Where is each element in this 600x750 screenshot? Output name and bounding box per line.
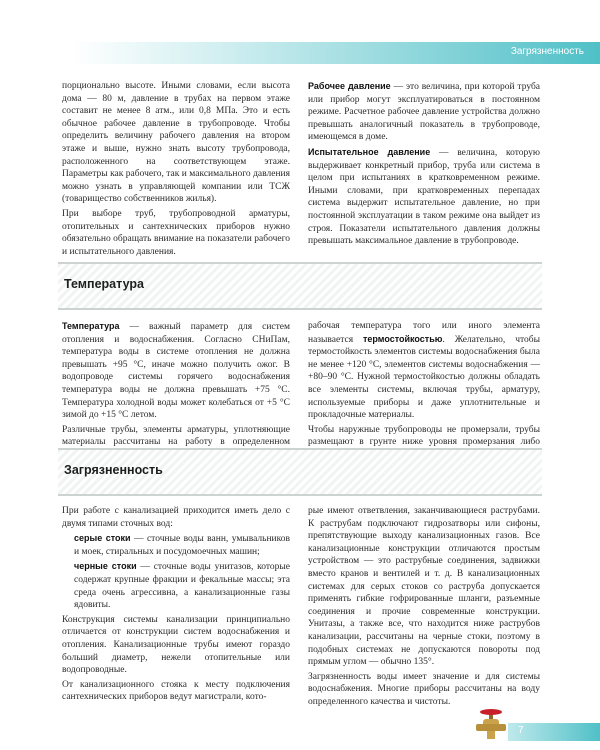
contamination-left-column [62, 505, 290, 706]
list-item [74, 560, 290, 611]
list-item [74, 532, 290, 558]
paragraph-text: Чтобы наружные трубопроводы не промерзали, трубы размещают в грунте ниже уровня промерзания либо [308, 424, 540, 448]
paragraph [308, 320, 540, 422]
temperature-left-column [62, 320, 290, 464]
paragraph [62, 505, 290, 530]
paragraph-text: При работе с канализацией приходится иметь дело с двумя типами сточных вод: [62, 506, 290, 529]
paragraph [62, 679, 290, 704]
section-header-temperature [58, 262, 542, 310]
contamination-right-column [308, 505, 540, 711]
paragraph-text: — важный параметр для систем отопления и водоснабжения. Согласно СНиПам, температура воды в системе отопления не должна превышать +95 °С, иначе можно получить ожог. В водопроводе системы горячего водоснабжения температура воды не должна превышать +75 °С. Температура холодной воды может колебаться от +5 °С зимой до +15 °С летом. [62, 322, 290, 421]
paragraph-text: Различные трубы, элементы арматуры, уплотняющие материалы рассчитаны на работу в определенном [62, 424, 290, 448]
paragraph: рые имеют ответвления, заканчивающиеся раструбами. К раструбам подключают гидрозатворы или сифоны, препятствующие выходу канализационных газов. Все канализационные конструкции отличаются простым устройством — это раструбные соединения, задвижки вместо кранов и вентилей и т. д. В канализационных системах для серых стоков со раструба допускается применять гибкие гофрированные шланги, разъемные соединения и прочие современные конструкции. Унитазы, а также все, что находится ниже раструбов канализации, рассчитаны на черные стоки, поэтому в подобных системах не допускаются повороты под прямым углом — обычно 135°. [308, 506, 540, 668]
paragraph-text: От канализационного стояка к месту подключения сантехнических приборов ведут магистрали, кото- [62, 679, 290, 703]
page-number: 7 [518, 725, 524, 736]
paragraph [308, 80, 540, 144]
term-test-pressure: Испытательное давление [308, 146, 431, 157]
paragraph: Загрязненность воды имеет значение и для системы водоснабжения. Многие приборы рассчитаны на воду определенного качества и чистоты. [308, 671, 540, 707]
top-left-column [62, 80, 290, 260]
term-temperature: Температура [62, 321, 120, 331]
paragraph [308, 146, 540, 248]
paragraph-text: — величина, которую выдерживает конкретный прибор, труба или система в целом при испытаниях в кратковременном режиме. Иными словами, при кратковременных перепадах система выдержит испытательное давление, но при постоянной эксплуатации в таком режиме она выйдет из строя. Показатели испытательного давления должны превышать максимальное давление в трубопроводе. [308, 147, 541, 247]
term-heat-resistance: термостойкостью [362, 333, 443, 344]
paragraph-text: рабочая температура того или иного элемента называется [308, 321, 540, 345]
top-right-column [308, 80, 540, 250]
running-header: Загрязненность [510, 46, 584, 57]
section-title: Температура [64, 277, 144, 291]
page-number-band [508, 723, 600, 741]
valve-icon [474, 708, 508, 742]
paragraph-text: . Желательно, чтобы термостойкость элементов системы водоснабжения была не менее +120 °С, элементов системы водоснабжения — +80–90 °С. Нужной термостойкостью должны обладать все элементы системы, включая трубы, арматуру, используемые приборы и даже уплотнительные и прокладочные материалы. [308, 334, 540, 421]
paragraph-text: — сточные воды унитазов, которые содержат крупные фракции и фекальные массы; эта среда очень агрессивна, а канализационные газы ядовиты. [74, 562, 290, 611]
term-working-pressure: Рабочее давление [308, 81, 391, 91]
term-grey-water: серые стоки [74, 533, 131, 544]
paragraph-text: Конструкция системы канализации принципиально отличается от конструкции систем водоснабжения и отопления. Канализационные трубы имеют гораздо больший диаметр, нежели отопительные или водопроводные. [62, 614, 290, 676]
paragraph-text: — сточные воды ванн, умывальников и моек, стиральных и посудомоечных машин; [74, 534, 290, 557]
paragraph [62, 614, 290, 677]
temperature-right-column [308, 320, 540, 464]
paragraph [62, 320, 290, 422]
section-title: Загрязненность [64, 463, 163, 477]
section-header-contamination [58, 448, 542, 496]
term-black-water: черные стоки [74, 561, 137, 572]
paragraph: порционально высоте. Иными словами, если высота дома — 80 м, давление в трубах на первом этаже составит не менее 8 атм., или 0,8 МПа. Это и есть обычное рабочее давление в трубопроводе. Чтобы определить величину рабочего давления на втором этаже и выше, нужно знать высоту трубопровода, расположенного на соответствующем этаже. Параметры как рабочего, так и максимального давления можно узнать в управляющей компании или ТСЖ (товарищество собственников жилья). [62, 81, 290, 205]
paragraph: При выборе труб, трубопроводной арматуры, отопительных и сантехнических приборов нужно обязательно обращать внимание на показатели рабочего и испытательного давления. [62, 208, 290, 257]
paragraph-text: — это величина, при которой труба или прибор могут эксплуатироваться в постоянном режиме. Расчетное рабочее давление устройства должно превышать аналогичный показатель в трубопроводе, имеющемся в доме. [308, 82, 540, 143]
